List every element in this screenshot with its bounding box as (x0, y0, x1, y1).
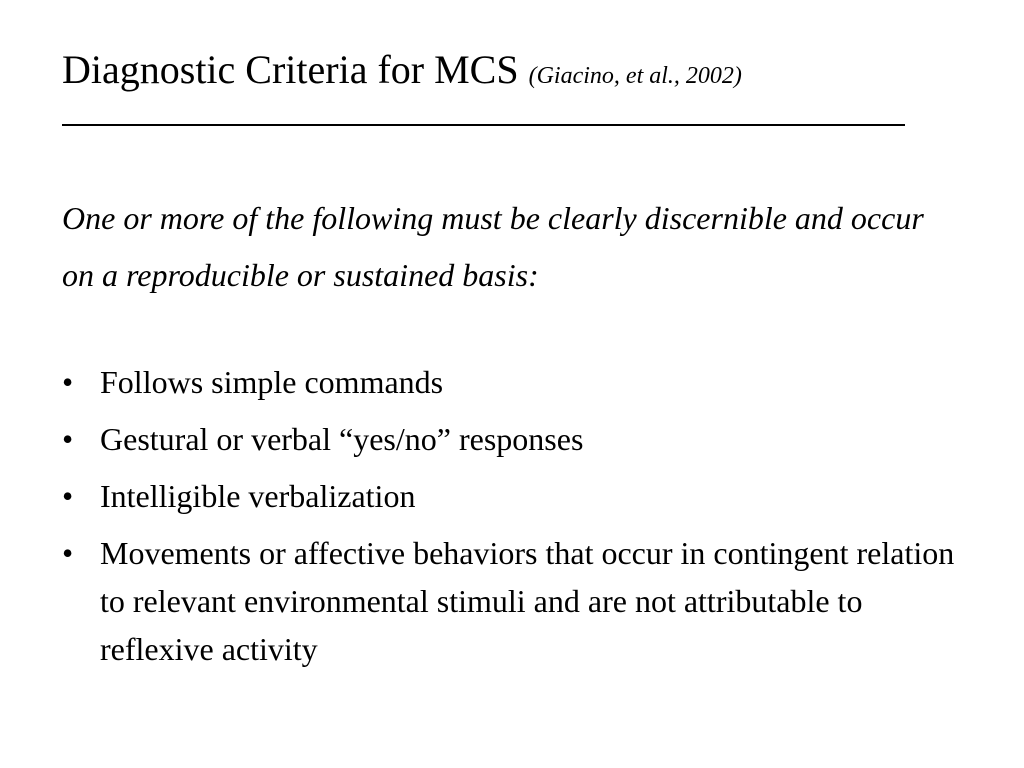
list-item (62, 415, 962, 463)
bullet-icon: • (62, 421, 74, 457)
criteria-list (62, 358, 962, 682)
slide-title: Diagnostic Criteria for MCS (62, 47, 519, 92)
title-underline (62, 124, 905, 126)
list-item (62, 529, 962, 673)
list-item (62, 472, 962, 520)
bullet-icon: • (62, 364, 74, 400)
bullet-icon: • (62, 535, 74, 571)
bullet-icon: • (62, 478, 74, 514)
list-item-text: Movements or affective behaviors that occur in contingent relation to relevant environmental stimuli and are not attributable to reflexive activity (100, 535, 955, 667)
intro-text: One or more of the following must be clearly discernible and occur on a reproducible or sustained basis: (62, 200, 924, 293)
title-row (62, 46, 742, 94)
list-item-text: Intelligible verbalization (100, 478, 416, 514)
title-citation: (Giacino, et al., 2002) (528, 63, 742, 89)
list-item (62, 358, 962, 406)
list-item-text: Gestural or verbal “yes/no” responses (100, 421, 584, 457)
list-item-text: Follows simple commands (100, 364, 444, 400)
